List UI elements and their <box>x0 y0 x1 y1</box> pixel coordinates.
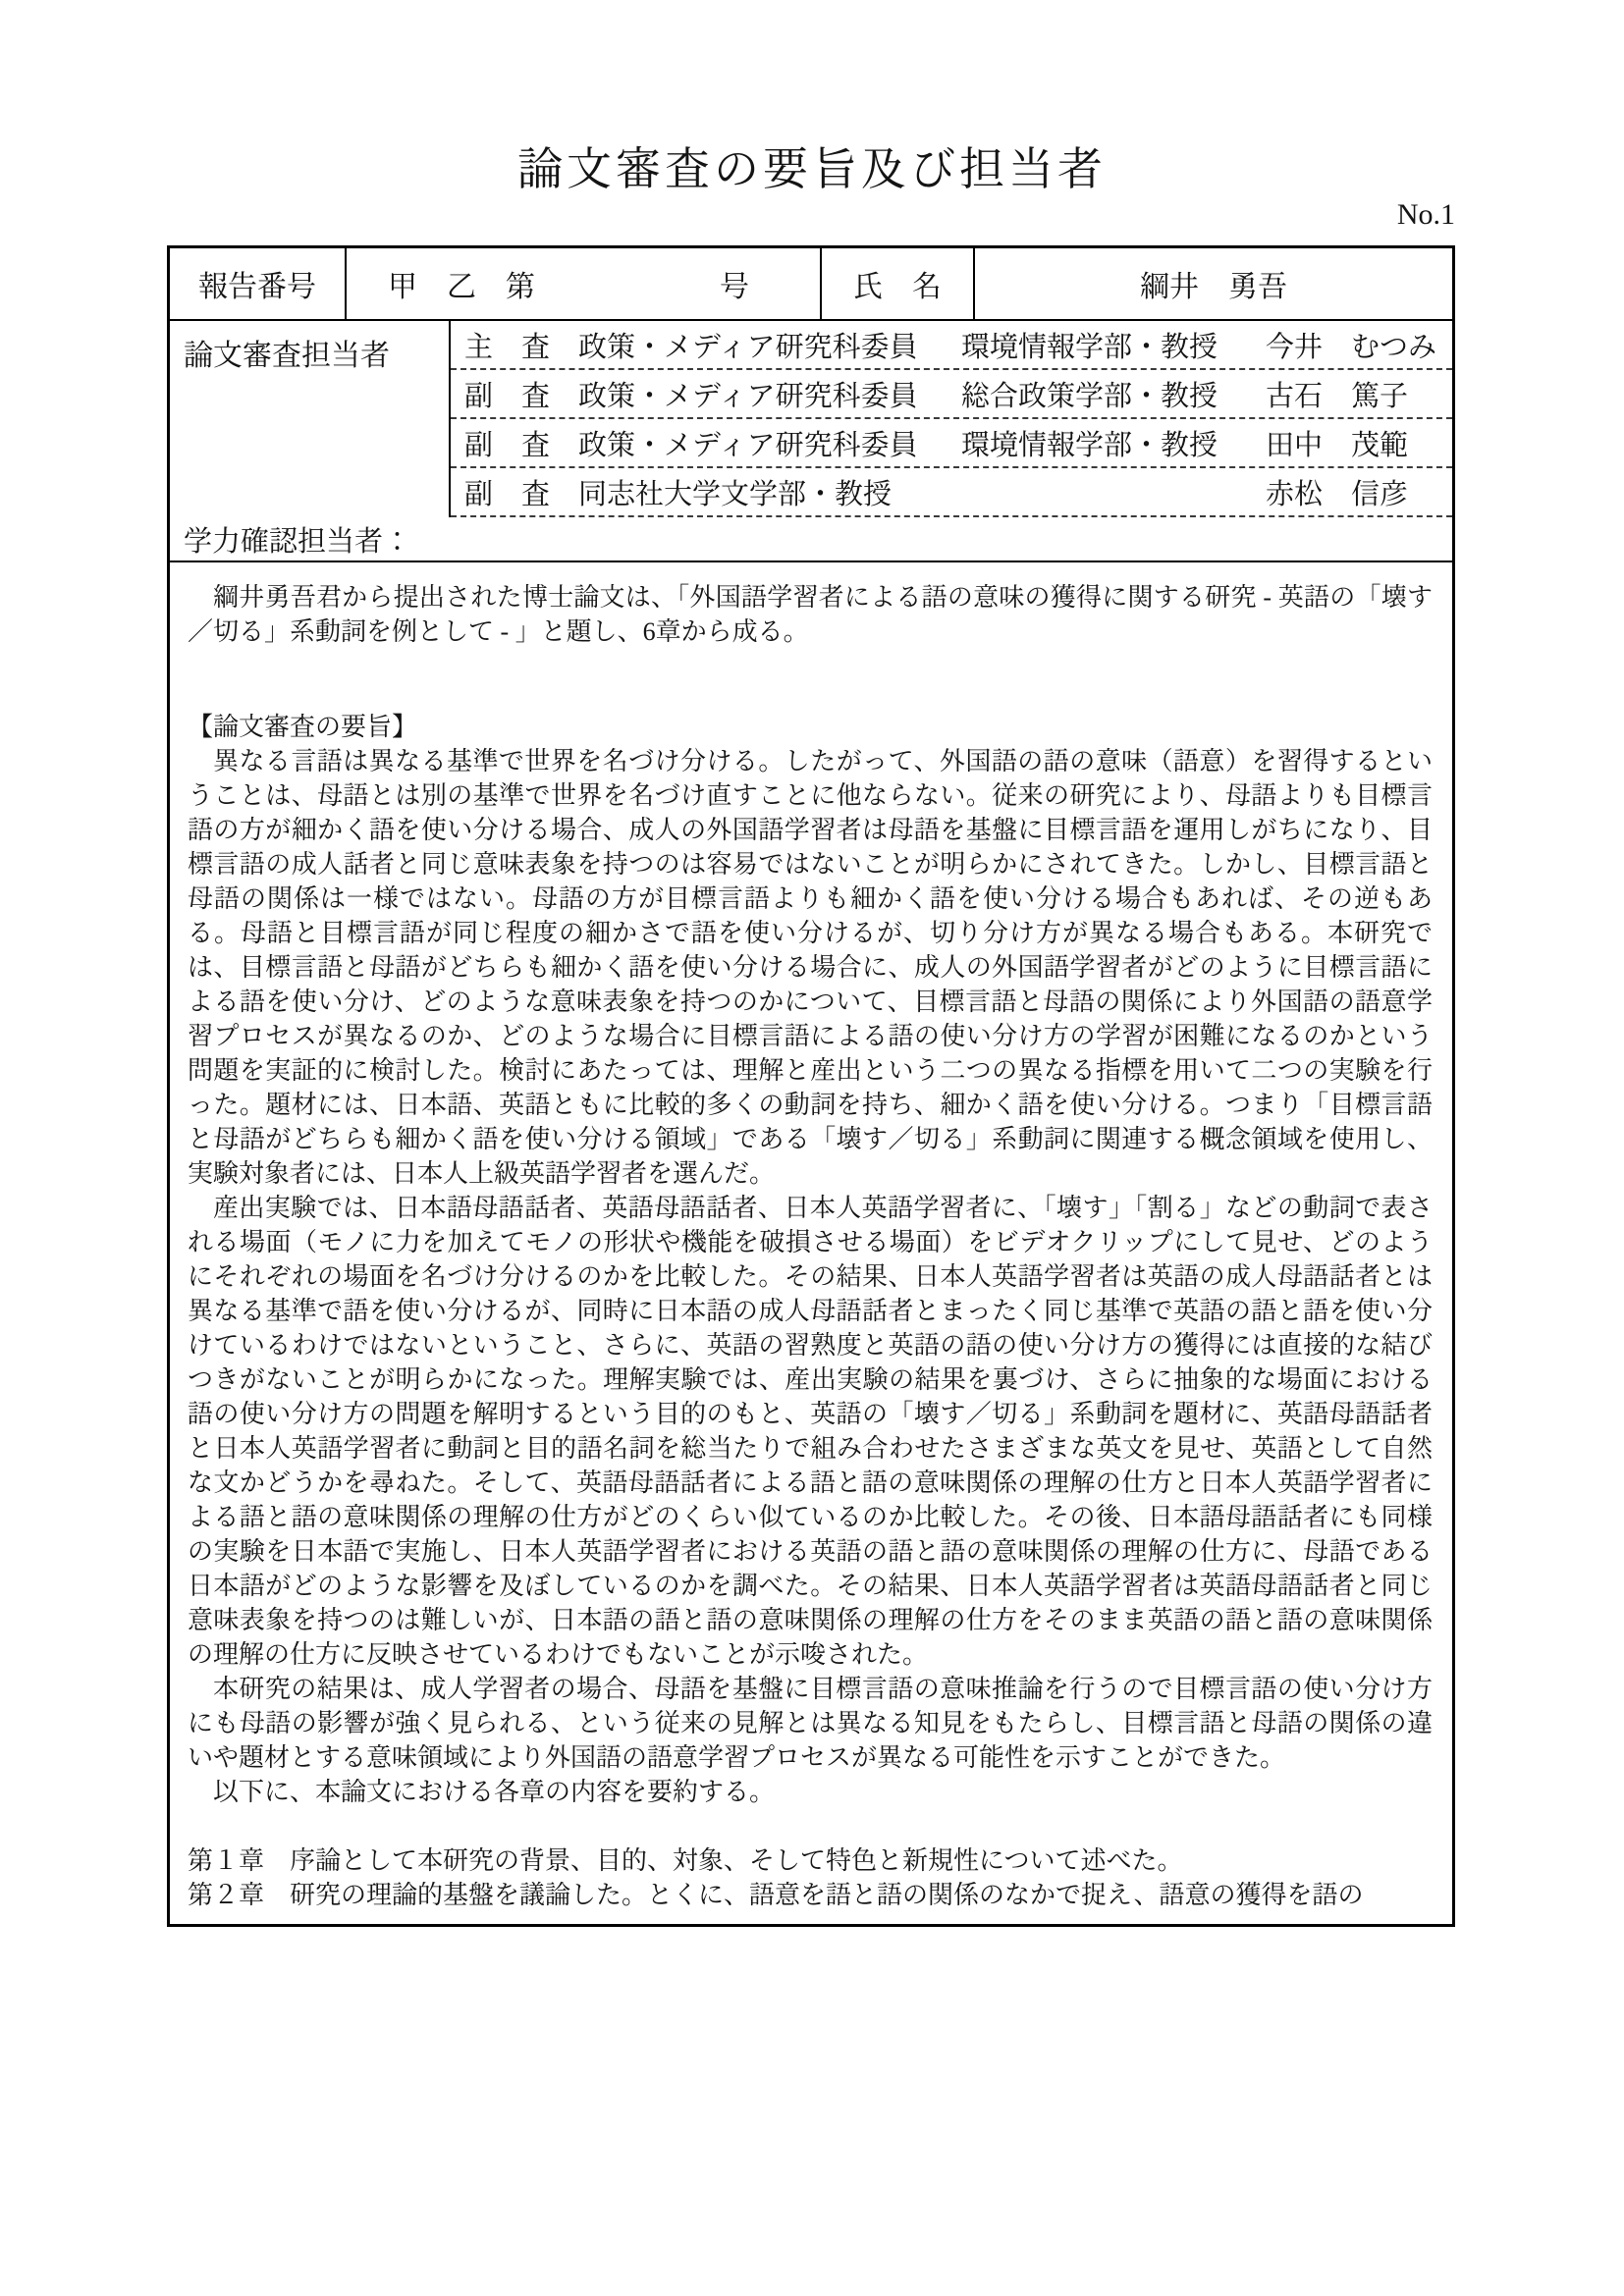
report-number-label: 報告番号 <box>170 248 347 319</box>
examiner-position: 総合政策学部・教授 <box>961 380 1218 412</box>
report-number-suffix: 号 <box>720 271 749 303</box>
examiner-role: 主 査 <box>464 331 551 363</box>
examiner-affiliation: 政策・メディア研究科委員 <box>578 331 918 363</box>
report-form-box <box>167 245 1455 1927</box>
examiner-role: 副 査 <box>464 380 551 412</box>
chapter-line: 第２章 研究の理論的基盤を議論した。とくに、語意を語と語の関係のなかで捉え、語意の獲得を語の <box>188 1881 1364 1909</box>
body-paragraph: 本研究の結果は、成人学習者の場合、母語を基盤に目標言語の意味推論を行うので目標言語の使い分け方にも母語の影響が強く見られる、という従来の見解とは異なる知見をもたらし、目標言語と母語の関係の違いや題材とする意味領域により外国語の語意学習プロセスが異なる可能性を示すことができた。 <box>188 1675 1433 1772</box>
examiners-rows <box>451 321 1452 517</box>
examiners-label: 論文審査担当者 <box>170 321 451 517</box>
examiner-position: 環境情報学部・教授 <box>961 429 1218 461</box>
summary-heading: 【論文審査の要旨】 <box>188 713 418 741</box>
academic-check-row <box>170 517 1452 562</box>
examiner-role: 副 査 <box>464 478 551 510</box>
report-number-prefix: 甲 乙 第 <box>388 271 535 303</box>
examiner-affiliation: 同志社大学文学部・教授 <box>578 478 893 510</box>
body-paragraph: 以下に、本論文における各章の内容を要約する。 <box>213 1778 776 1806</box>
page-title: 論文審査の要旨及び担当者 <box>517 144 1107 194</box>
report-header-row <box>170 248 1452 321</box>
examiner-name: 田中 茂範 <box>1266 429 1409 461</box>
review-summary-body <box>170 562 1452 1924</box>
examiner-row <box>451 419 1452 468</box>
candidate-name-value: 綱井 勇吾 <box>1140 271 1287 303</box>
examiners-block <box>170 321 1452 517</box>
examiner-name: 古石 篤子 <box>1266 380 1409 412</box>
examiner-affiliation: 政策・メディア研究科委員 <box>578 380 918 412</box>
chapters-block <box>188 1843 1433 1912</box>
candidate-name-label: 氏 名 <box>822 248 975 319</box>
examiner-row <box>451 321 1452 370</box>
examiner-affiliation: 政策・メディア研究科委員 <box>578 429 918 461</box>
examiner-name: 今井 むつみ <box>1266 331 1437 363</box>
page-number: No.1 <box>1396 198 1455 231</box>
chapter-line: 第１章 序論として本研究の背景、目的、対象、そして特色と新規性について述べた。 <box>188 1846 1183 1875</box>
thesis-intro-paragraph: 綱井勇吾君から提出された博士論文は、「外国語学習者による語の意味の獲得に関する研究 - 英語の「壊す／切る」系動詞を例として - 」と題し、6章から成る。 <box>188 583 1433 646</box>
report-number-value <box>347 248 822 319</box>
examiner-role: 副 査 <box>464 429 551 461</box>
body-paragraph: 産出実験では、日本語母語話者、英語母語話者、日本人英語学習者に、「壊す」「割る」などの動詞で表される場面（モノに力を加えてモノの形状や機能を破損させる場面）をビデオクリップにして見せ、どのようにそれぞれの場面を名づけ分けるのかを比較した。その結果、日本人英語学習者は英語の成人母語話者とは異なる基準で語を使い分けるが、同時に日本語の成人母語話者とまったく同じ基準で英語の語と語を使い分けているわけではないということ、さらに、英語の習熟度と英語の語の使い分け方の獲得には直接的な結びつきがないことが明らかになった。理解実験では、産出実験の結果を裏づけ、さらに抽象的な場面における語の使い分け方の問題を解明するという目的のもと、英語の「壊す／切る」系動詞を題材に、英語母語話者と日本人英語学習者に動詞と目的語名詞を総当たりで組み合わせたさまざまな英文を見せ、英語として自然な文かどうかを尋ねた。そして、英語母語話者による語と語の意味関係の理解の仕方と日本人英語学習者による語と語の意味関係の理解の仕方がどのくらい似ているのか比較した。その後、日本語母語話者にも同様の実験を日本語で実施し、日本人英語学習者における英語の語と語の意味関係の理解の仕方に、母語である日本語がどのような影響を及ぼしているのかを調べた。その結果、日本人英語学習者は英語母語話者と同じ意味表象を持つのは難しいが、日本語の語と語の意味関係の理解の仕方をそのまま英語の語と語の意味関係の理解の仕方に反映させているわけでもないことが示唆された。 <box>188 1194 1433 1669</box>
examiner-row <box>451 370 1452 419</box>
academic-check-label: 学力確認担当者： <box>184 525 412 558</box>
body-paragraph: 異なる言語は異なる基準で世界を名づけ分ける。したがって、外国語の語の意味（語意）を習得するということは、母語とは別の基準で世界を名づけ直すことに他ならない。従来の研究により、母語よりも目標言語の方が細かく語を使い分ける場合、成人の外国語学習者は母語を基盤に目標言語を運用しがちになり、目標言語の成人話者と同じ意味表象を持つのは容易ではないことが明らかにされてきた。しかし、目標言語と母語の関係は一様ではない。母語の方が目標言語よりも細かく語を使い分ける場合もあれば、その逆もある。母語と目標言語が同じ程度の細かさで語を使い分けるが、切り分け方が異なる場合もある。本研究では、目標言語と母語がどちらも細かく語を使い分ける場合に、成人の外国語学習者がどのように目標言語による語を使い分け、どのような意味表象を持つのかについて、目標言語と母語の関係により外国語の語意学習プロセスが異なるのか、どのような場合に目標言語による語の使い分け方の学習が困難になるのかという問題を実証的に検討した。検討にあたっては、理解と産出という二つの異なる指標を用いて二つの実験を行った。題材には、日本語、英語ともに比較的多くの動詞を持ち、細かく語を使い分ける。つまり「目標言語と母語がどちらも細かく語を使い分ける領域」である「壊す／切る」系動詞に関連する概念領域を使用し、実験対象者には、日本人上級英語学習者を選んだ。 <box>188 747 1433 1188</box>
examiner-row <box>451 468 1452 517</box>
examiner-position: 環境情報学部・教授 <box>961 331 1218 363</box>
examiner-name: 赤松 信彦 <box>1266 478 1409 510</box>
